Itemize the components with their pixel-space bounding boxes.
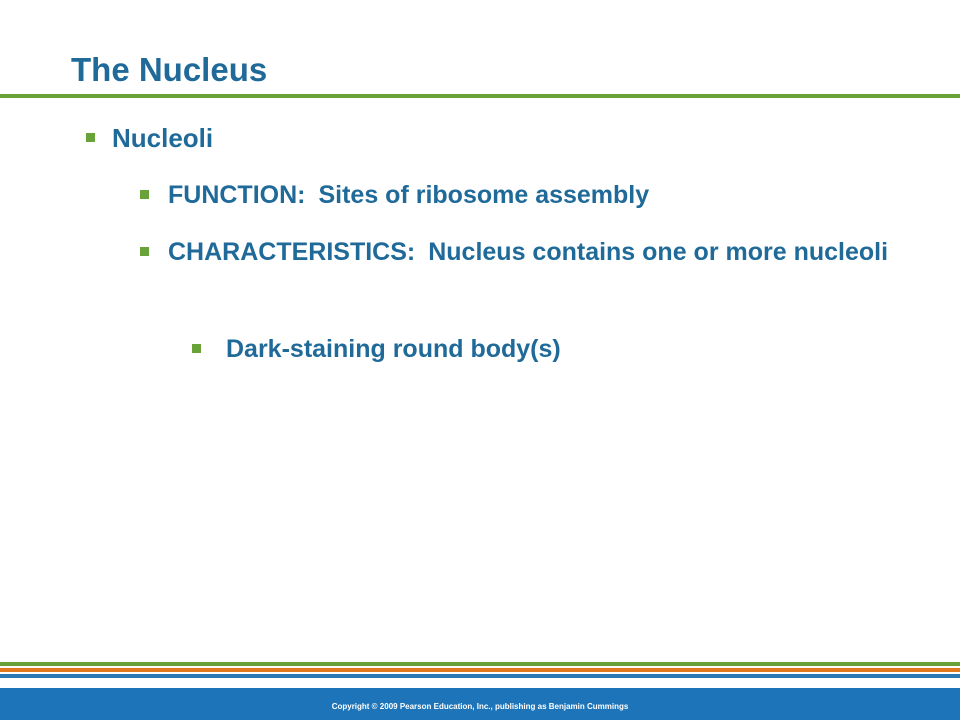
characteristics-text: Nucleus contains one or more nucleoli <box>428 238 889 266</box>
white-gap <box>0 680 960 682</box>
bullet-text-dark-staining: Dark-staining round body(s) <box>226 335 561 363</box>
bullet-text-characteristics <box>168 234 888 270</box>
copyright-text: Copyright © 2009 Pearson Education, Inc., publishing as Benjamin Cummings <box>331 702 629 711</box>
orange-stripe <box>0 668 960 672</box>
square-bullet-icon <box>140 190 149 199</box>
slide-title: The Nucleus <box>71 51 268 88</box>
function-text: Sites of ribosome assembly <box>318 181 650 209</box>
bullet-nucleoli <box>86 121 213 155</box>
bullet-function <box>140 177 649 213</box>
bullet-dark-staining <box>192 331 561 367</box>
bullet-text-nucleoli: Nucleoli <box>112 123 214 153</box>
blue-stripe <box>0 674 960 678</box>
bullet-characteristics <box>140 234 900 270</box>
title-divider <box>0 94 960 98</box>
green-stripe <box>0 662 960 666</box>
function-label: FUNCTION: <box>168 181 306 209</box>
square-bullet-icon <box>86 133 95 142</box>
footer-bar <box>0 688 960 720</box>
bullet-text-function <box>168 177 649 213</box>
characteristics-label: CHARACTERISTICS: <box>168 238 416 266</box>
square-bullet-icon <box>192 344 201 353</box>
footer-stripes <box>0 662 960 682</box>
square-bullet-icon <box>140 247 149 256</box>
